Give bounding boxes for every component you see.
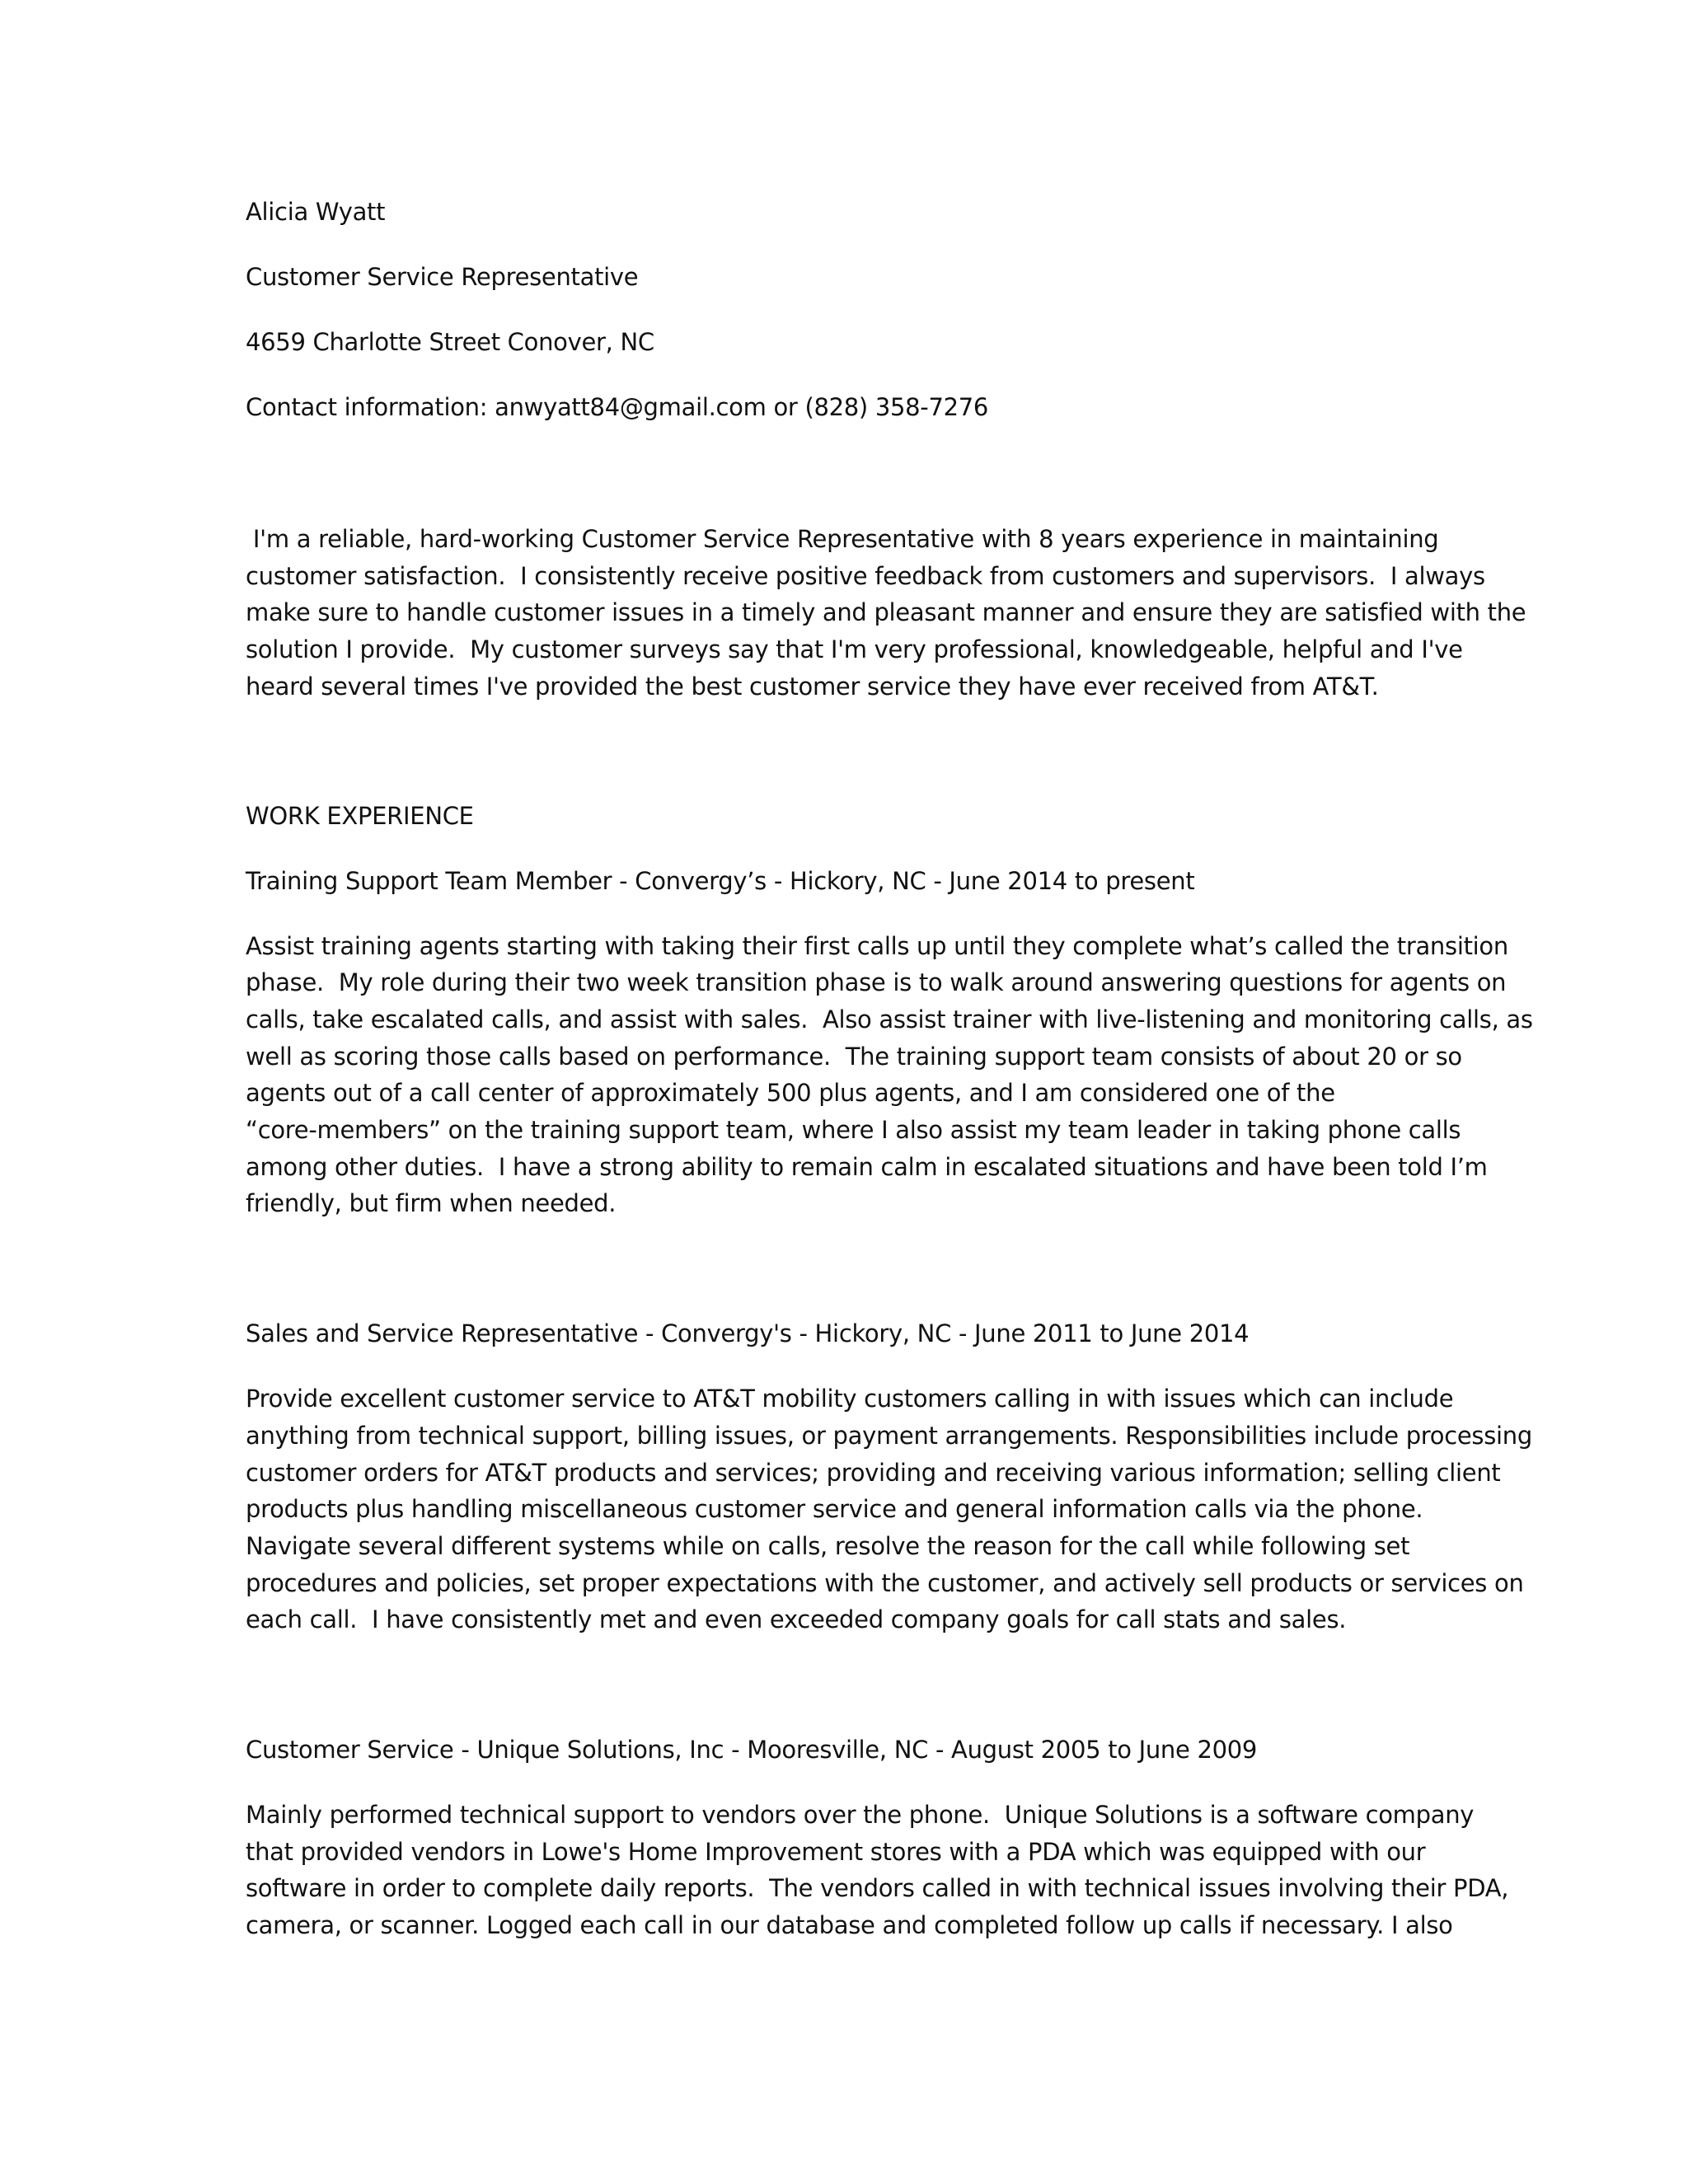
job-description — [246, 928, 1533, 1223]
job-description-line: among other duties. I have a strong ability to remain calm in escalated situations and have been told I’m — [246, 1152, 1488, 1181]
job-description-line: well as scoring those calls based on performance. The training support team consists of about 20 or so — [246, 1042, 1462, 1071]
job-description — [246, 1380, 1532, 1638]
candidate-name: Alicia Wyatt — [246, 198, 386, 226]
resume-content — [246, 194, 1533, 1944]
summary-line: customer satisfaction. I consistently receive positive feedback from customers and supervisors. I always — [246, 561, 1485, 590]
job-description-line: Navigate several different systems while on calls, resolve the reason for the call while following set — [246, 1531, 1410, 1560]
job-description-line: Mainly performed technical support to vendors over the phone. Unique Solutions is a software company — [246, 1801, 1475, 1830]
job-description-line: friendly, but firm when needed. — [246, 1189, 617, 1218]
candidate-address: 4659 Charlotte Street Conover, NC — [246, 328, 654, 356]
summary-paragraph — [246, 521, 1526, 705]
job-description-line: “core-members” on the training support team, where I also assist my team leader in taking phone calls — [246, 1116, 1461, 1145]
job-description-line: software in order to complete daily reports. The vendors called in with technical issues involving their PDA, — [246, 1874, 1509, 1903]
job-description-line: calls, take escalated calls, and assist with sales. Also assist trainer with live-listening and monitoring calls, as — [246, 1005, 1533, 1033]
summary-line: heard several times I've provided the best customer service they have ever received from AT&T. — [246, 672, 1379, 701]
job-description-line: each call. I have consistently met and even exceeded company goals for call stats and sales. — [246, 1605, 1347, 1634]
section-heading-work-experience: WORK EXPERIENCE — [246, 801, 474, 830]
summary-line: I'm a reliable, hard-working Customer Service Representative with 8 years experience in maintaining — [246, 525, 1439, 553]
job-title-line: Training Support Team Member - Convergy’s - Hickory, NC - June 2014 to present — [246, 866, 1195, 895]
candidate-title: Customer Service Representative — [246, 263, 639, 291]
job-title-line: Customer Service - Unique Solutions, Inc - Mooresville, NC - August 2005 to June 2009 — [246, 1736, 1258, 1765]
job-description-line: phase. My role during their two week transition phase is to walk around answering questions for agents on — [246, 968, 1507, 997]
job-description-line: that provided vendors in Lowe's Home Improvement stores with a PDA which was equipped with our — [246, 1837, 1426, 1866]
candidate-contact: Contact information: anwyatt84@gmail.com or (828) 358-7276 — [246, 393, 989, 421]
summary-line: solution I provide. My customer surveys say that I'm very professional, knowledgeable, helpful and I've — [246, 635, 1463, 664]
job-description-line: procedures and policies, set proper expectations with the customer, and actively sell products or services on — [246, 1568, 1524, 1597]
job-description-line: Assist training agents starting with taking their first calls up until they complete what’s called the transition — [246, 931, 1508, 960]
job-description-line: customer orders for AT&T products and services; providing and receiving various information; selling client — [246, 1458, 1501, 1487]
summary-line: make sure to handle customer issues in a timely and pleasant manner and ensure they are satisfied with the — [246, 598, 1526, 627]
job-description-line: camera, or scanner. Logged each call in our database and completed follow up calls if necessary. I also — [246, 1911, 1453, 1940]
job-description-line: agents out of a call center of approximately 500 plus agents, and I am considered one of the — [246, 1079, 1335, 1108]
job-description-line: Provide excellent customer service to AT&T mobility customers calling in with issues which can include — [246, 1385, 1454, 1413]
job-title-line: Sales and Service Representative - Convergy's - Hickory, NC - June 2011 to June 2014 — [246, 1319, 1250, 1348]
job-description — [246, 1797, 1509, 1944]
job-description-line: anything from technical support, billing issues, or payment arrangements. Responsibilities include processing — [246, 1421, 1532, 1450]
job-description-line: products plus handling miscellaneous customer service and general information calls via the phone. — [246, 1495, 1423, 1524]
